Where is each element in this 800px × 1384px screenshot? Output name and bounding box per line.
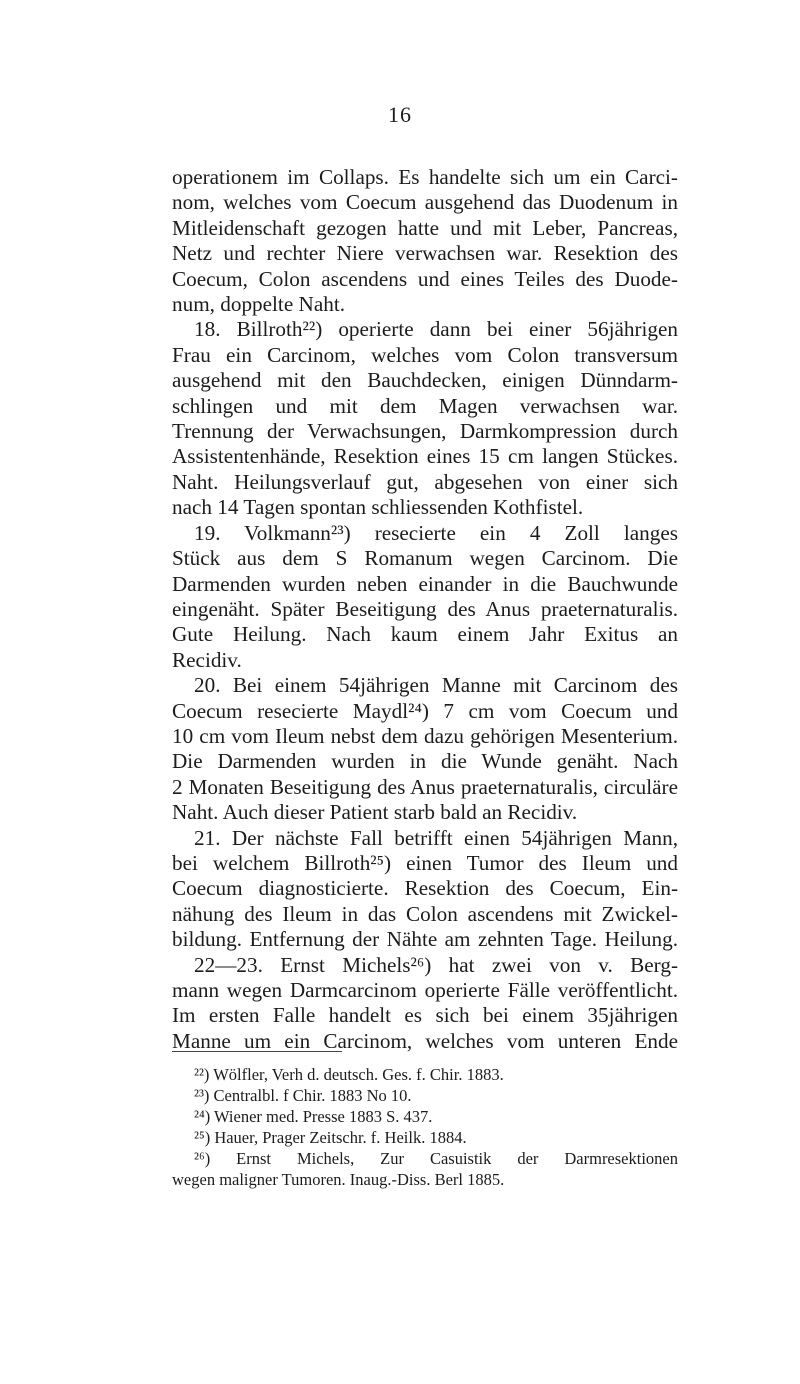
body-line: Mitleidenschaft gezogen hatte und mit Leber, Pancreas,: [172, 215, 678, 240]
body-line: Im ersten Falle handelt es sich bei einem 35jährigen: [172, 1003, 678, 1028]
body-line: Die Darmenden wurden in die Wunde genäht. Nach: [172, 749, 678, 774]
body-line: Recidiv.: [172, 647, 242, 672]
body-line: Coecum diagnosticierte. Resektion des Coecum, Ein-: [172, 876, 678, 901]
footnote-line: ²⁶) Ernst Michels, Zur Casuistik der Darmresektionen: [194, 1149, 678, 1168]
body-line: nähung des Ileum in das Colon ascendens mit Zwickel-: [172, 901, 678, 926]
body-line: Stück aus dem S Romanum wegen Carcinom. Die: [172, 546, 678, 571]
body-line: Gute Heilung. Nach kaum einem Jahr Exitus an: [172, 622, 678, 647]
footnote-divider: [172, 1051, 342, 1052]
body-line: Netz und rechter Niere verwachsen war. Resektion des: [172, 241, 678, 266]
body-line: schlingen und mit dem Magen verwachsen war.: [172, 393, 678, 418]
footnotes: [172, 1064, 678, 1190]
footnote-line: ²⁴) Wiener med. Presse 1883 S. 437.: [194, 1107, 433, 1126]
body-line: num, doppelte Naht.: [172, 292, 345, 317]
body-line: 10 cm vom Ileum nebst dem dazu gehörigen Mesenterium.: [172, 723, 678, 748]
body-line: Manne um ein Carcinom, welches vom unteren Ende: [172, 1028, 678, 1053]
body-line: Coecum, Colon ascendens und eines Teiles des Duode-: [172, 266, 678, 291]
body-line: Darmenden wurden neben einander in die Bauchwunde: [172, 571, 678, 596]
body-line: eingenäht. Später Beseitigung des Anus praeternaturalis.: [172, 596, 678, 621]
body-line: nom, welches vom Coecum ausgehend das Duodenum in: [172, 190, 678, 215]
body-line: 20. Bei einem 54jährigen Manne mit Carcinom des: [194, 673, 678, 698]
body-line: 22—23. Ernst Michels²⁶) hat zwei von v. Berg-: [194, 952, 678, 977]
body-line: 19. Volkmann²³) resecierte ein 4 Zoll langes: [194, 520, 678, 545]
page-number: 16: [388, 102, 412, 127]
body-text: [172, 165, 678, 1054]
body-line: bei welchem Billroth²⁵) einen Tumor des Ileum und: [172, 850, 678, 875]
body-line: Trennung der Verwachsungen, Darmkompression durch: [172, 419, 678, 444]
body-line: Naht. Heilungsverlauf gut, abgesehen von einer sich: [172, 469, 678, 494]
body-line: nach 14 Tagen spontan schliessenden Kothfistel.: [172, 495, 584, 520]
footnote-line: ²⁵) Hauer, Prager Zeitschr. f. Heilk. 1884.: [194, 1128, 467, 1147]
body-line: 21. Der nächste Fall betrifft einen 54jährigen Mann,: [194, 825, 678, 850]
body-line: operationem im Collaps. Es handelte sich um ein Carci-: [172, 165, 678, 189]
footnote-line: wegen maligner Tumoren. Inaug.-Diss. Berl 1885.: [172, 1170, 505, 1189]
body-line: Assistentenhände, Resektion eines 15 cm langen Stückes.: [172, 444, 678, 469]
body-line: 18. Billroth²²) operierte dann bei einer 56jährigen: [194, 317, 678, 342]
body-line: bildung. Entfernung der Nähte am zehnten Tage. Heilung.: [172, 927, 678, 952]
footnote-line: ²³) Centralbl. f Chir. 1883 No 10.: [194, 1086, 412, 1105]
body-line: ausgehend mit den Bauchdecken, einigen Dünndarm-: [172, 368, 678, 393]
footnote-line: ²²) Wölfler, Verh d. deutsch. Ges. f. Chir. 1883.: [194, 1065, 504, 1084]
body-line: Naht. Auch dieser Patient starb bald an Recidiv.: [172, 800, 578, 825]
body-line: mann wegen Darmcarcinom operierte Fälle veröffentlicht.: [172, 978, 678, 1002]
body-line: 2 Monaten Beseitigung des Anus praeternaturalis, circuläre: [172, 774, 678, 799]
body-line: Frau ein Carcinom, welches vom Colon transversum: [172, 342, 678, 367]
body-line: Coecum resecierte Maydl²⁴) 7 cm vom Coecum und: [172, 698, 678, 723]
